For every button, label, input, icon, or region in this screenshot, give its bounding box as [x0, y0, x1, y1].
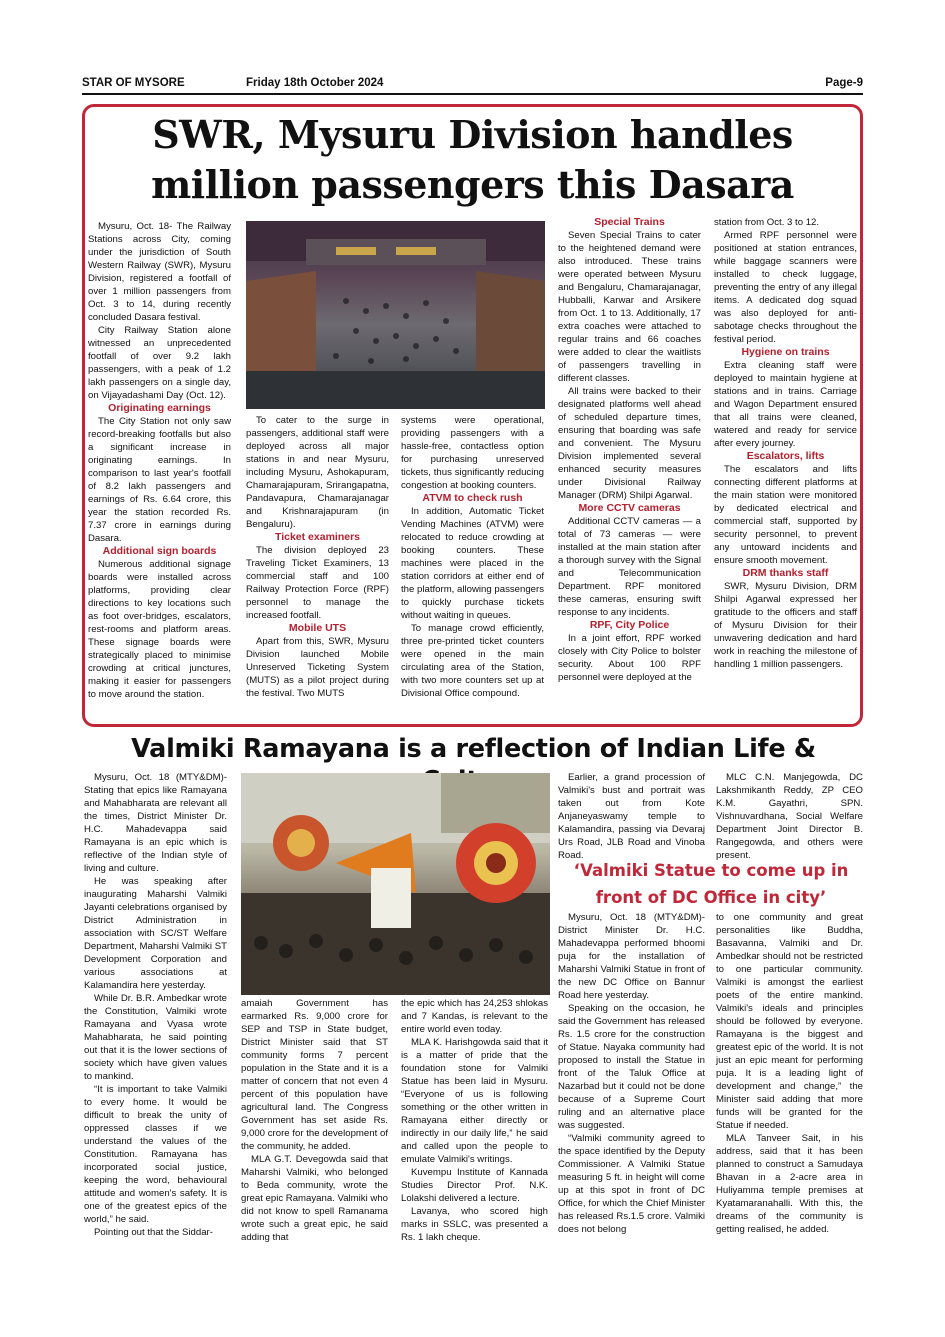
paragraph: Pointing out that the Siddar-: [94, 1227, 213, 1238]
paragraph: Earlier, a grand procession of Valmiki's bust and portrait was taken out from Kote Anjaneyaswamy temple to Kalamandira, passing via Devaraj Urs Road, JLB Road and Vinoba Road.: [558, 772, 705, 861]
newspaper-name: STAR OF MYSORE: [82, 77, 185, 89]
paragraph: Speaking on the occasion, he said the Government has released Rs. 1.5 crore for the construction of Statue. Nayaka community had proposed to install the Statue in front of the Taluk Office at Nazarbad but it could not be done because of a Supreme Court ruling and an alternative place was suggested.: [558, 1003, 705, 1131]
story3-column-1: [558, 911, 705, 1236]
story2-headline: Valmiki Ramayana is a reflection of Indian Life &: [131, 734, 816, 764]
story2-column-2: [241, 997, 388, 1244]
story1-headline: SWR, Mysuru Division handles million passengers this Dasara: [151, 112, 794, 207]
story2-column-5: [716, 771, 863, 862]
subhead-hygiene: Hygiene on trains: [741, 346, 830, 358]
paragraph: “It is important to take Valmiki to every home. It would be difficult to break the unity of oppressed classes if we understand the values of the Constitution. Ramayana has incorporated social justice, keeping the word, behavioural attitude and women's safety. It is one of the greatest epics of the world,” he said.: [84, 1084, 227, 1225]
paragraph: All trains were backed to their designated platforms well ahead of scheduled departure times, ensuring that boarding was safe and convenient. The Mysuru Division implemented several enhanced security measures under Divisional Railway Manager (DRM) Shilpi Agarwal.: [558, 386, 701, 501]
story1-column-5: [714, 216, 857, 671]
story1-column-1: [88, 220, 231, 701]
paragraph: While Dr. B.R. Ambedkar wrote the Constitution, Valmiki wrote Ramayana and Vyasa wrote Mahabharata, he said pointing out that it is the lower sections of society which have given values to mankind.: [84, 993, 227, 1082]
station-crowd-photo: [246, 221, 545, 409]
paragraph: Seven Special Trains to cater to the heightened demand were also introduced. These trains were operated between Mysuru and Bengaluru, Chamarajanagar, Hubballi, Karwar and Arsikere from Oct. 1 to 13. Additionally, 17 extra coaches were attached to regular trains and 66 coaches were added to clear the waitlists of passengers travelling in different classes.: [558, 230, 701, 384]
paragraph: MLA K. Harishgowda said that it is a matter of pride that the foundation stone for Valmiki Statue has been laid in Mysuru. “Everyone of us is following something or the other written in Ramayana either directly or indirectly in our daily life,” he said and called upon the people to emulate Valmiki's writings.: [401, 1037, 548, 1165]
paragraph: MLA G.T. Devegowda said that Maharshi Valmiki, who belonged to Beda community, wrote the great epic Ramayana. Valmiki who did not know to spell Ramanama wrote such a great epic, he said adding that: [241, 1154, 388, 1243]
paragraph: He was speaking after inaugurating Maharshi Valmiki Jayanti celebrations organised by District Administration in association with SC/ST Welfare Department, Maharshi Valmiki ST Development Corporation and various associations at Kalamandira here yesterday.: [84, 876, 227, 991]
story3-column-2: [716, 911, 863, 1236]
paragraph: Apart from this, SWR, Mysuru Division launched Mobile Unreserved Ticketing System (MUTS) as a pilot project during the festival. Two MUTS: [246, 636, 389, 699]
paragraph: City Railway Station alone witnessed an unprecedented footfall of over 9.2 lakh passengers, with a peak of 1.2 lakh passengers on a single day, on Vijayadashami Day (Oct. 12).: [88, 325, 231, 401]
paragraph: Mysuru, Oct. 18 (MTY&DM)- District Minister Dr. H.C. Mahadevappa performed bhoomi puja for the installation of Maharshi Valmiki Statue in front of the new DC Office on Bannur Road here yesterday.: [558, 912, 705, 1001]
paragraph: Numerous additional signage boards were installed across platforms, providing clear directions to key locations such as foot over-bridges, escalators, rest-rooms and platform areas. These signage boards were strategically placed to minimise crowding at critical junctures, making it easier for passengers to move around the station.: [88, 559, 231, 700]
issue-date: Friday 18th October 2024: [246, 77, 384, 89]
subhead-escalators: Escalators, lifts: [746, 450, 825, 462]
story1-column-2: [246, 414, 389, 700]
subhead-atvm: ATVM to check rush: [422, 492, 523, 504]
story2-column-1: [84, 771, 227, 1239]
paragraph: to one community and great personalities like Buddha, Basavanna, Valmiki and Dr. Ambedkar should not be restricted to one particular community. Valmiki is amongst the earliest poets of the entire mankind. Valmiki's ideals and principles should be followed by everyone. Ramayana is the biggest and greatest epic of the world. It is not just an epic meant for performing puja. It is a leading light of development and change,” the Minister said adding that more funds will be granted for the Statue if needed.: [716, 912, 863, 1131]
story2-column-4: [558, 771, 705, 862]
paragraph: In a joint effort, RPF worked closely with City Police to bolster security. About 100 RPF personnel were deployed at the: [558, 633, 701, 683]
masthead-rule: [82, 93, 863, 95]
paragraph: MLA Tanveer Sait, in his address, said that it has been planned to construct a Samudaya Bhavan in a 2-acre area in Huliyamma temple premises at Kyatamaranahalli. With this, the dreams of the community is getting realised, he added.: [716, 1133, 863, 1235]
subhead-rpf-city-police: RPF, City Police: [589, 619, 670, 631]
paragraph: To cater to the surge in passengers, additional staff were deployed across all major stations in and near Mysuru, including Mysuru, Ashokapuram, Chamarajapuram, Srirangapatna, Pandavapura, Chamarajanagar and Krishnarajapuram (in Bengaluru).: [246, 415, 389, 530]
paragraph: station from Oct. 3 to 12.: [714, 217, 820, 228]
valmiki-procession-photo: [241, 773, 550, 995]
subhead-special-trains: Special Trains: [594, 216, 665, 228]
subhead-additional-sign-boards: Additional sign boards: [102, 545, 217, 557]
paragraph: To manage crowd efficiently, three pre-printed ticket counters were opened in the main circulating area of the Station, with two more counters set up at Divisional Office compound.: [401, 623, 544, 699]
paragraph: Mysuru, Oct. 18- The Railway Stations across City, coming under the jurisdiction of South Western Railway (SWR), Mysuru Division, registered a footfall of over 1 million passengers from Oct. 3 to 14, during recently concluded Dasara festival.: [88, 221, 231, 323]
masthead: [82, 77, 863, 92]
paragraph: Kuvempu Institute of Kannada Studies Director Prof. N.K. Lolakshi delivered a lecture.: [401, 1167, 548, 1204]
paragraph: Mysuru, Oct. 18 (MTY&DM)- Stating that epics like Ramayana and Mahabharata are relevant all the times, District Minister Dr. H.C. Mahadevappa said Ramayana is an epic which is reflective of the Indian style of living and culture.: [84, 772, 227, 874]
paragraph: systems were operational, providing passengers with a hassle-free, contactless option for purchasing unreserved tickets, thus significantly reducing congestion at booking counters.: [401, 415, 544, 491]
paragraph: The division deployed 23 Traveling Ticket Examiners, 13 commercial staff and 100 Railway Protection Force (RPF) personnel to manage the increased footfall.: [246, 545, 389, 621]
paragraph: In addition, Automatic Ticket Vending Machines (ATVM) were relocated to reduce crowding at booking counters. These machines were placed in the station corridors at either end of the platform, allowing passengers to quickly purchase tickets without waiting in queues.: [401, 506, 544, 621]
story3-headline: ‘Valmiki Statue to come up in front of DC Office in city’: [573, 861, 849, 907]
page-number: Page-9: [825, 77, 863, 89]
paragraph: Armed RPF personnel were positioned at station entrances, while baggage scanners were installed to check luggage, preventing the entry of any illegal items. A dedicated dog squad was also deployed for anti-sabotage checks throughout the festival period.: [714, 230, 857, 345]
story1-column-4: [558, 216, 701, 684]
subhead-mobile-uts: Mobile UTS: [288, 622, 347, 634]
paragraph: Extra cleaning staff were deployed to maintain hygiene at stations and in trains. Carriage and Wagon Department ensured that all trains were cleaned, watered and ready for service after every journey.: [714, 360, 857, 449]
subhead-ticket-examiners: Ticket examiners: [274, 531, 361, 543]
paragraph: The City Station not only saw record-breaking footfalls but also a significant increase in originating earnings. In comparison to last year's footfall of 8.2 lakh passengers and earnings of Rs. 6.64 crore, this year the station recorded Rs. 7.37 crore in earnings during Dasara.: [88, 416, 231, 544]
story2-column-3: [401, 997, 548, 1244]
paragraph: Lavanya, who scored high marks in SSLC, was presented a Rs. 1 lakh cheque.: [401, 1206, 548, 1243]
subhead-drm-thanks: DRM thanks staff: [742, 567, 829, 579]
paragraph: the epic which has 24,253 shlokas and 7 Kandas, is relevant to the entire world even today.: [401, 998, 548, 1035]
paragraph: Additional CCTV cameras — a total of 73 cameras — were installed at the main station after a thorough survey with the Signal and Telecommunication Department. RPF monitored these cameras, ensuring swift response to any incidents.: [558, 516, 701, 618]
paragraph: amaiah Government has earmarked Rs. 9,000 crore for SEP and TSP in State budget, District Minister said that ST community forms 7 percent population in the State and it is a matter of concern that not even 4 percent of this population have agricultural land. The Congress Government has set aside Rs. 9,000 crore for the development of the community, he added.: [241, 998, 388, 1152]
paragraph: SWR, Mysuru Division, DRM Shilpi Agarwal expressed her gratitude to the officers and staff of Mysuru Division for their unwavering dedication and hard work in reaching the milestone of handling 1 million passengers.: [714, 581, 857, 670]
story1-column-3: [401, 414, 544, 700]
subhead-more-cctv: More CCTV cameras: [578, 502, 681, 514]
paragraph: “Valmiki community agreed to the space identified by the Deputy Commissioner. A Valmiki Statue measuring 5 ft. in height will come up at this spot in front of DC Office, for which the Chief Minister has released Rs.1.5 crore. Valmiki does not belong: [558, 1133, 705, 1235]
subhead-originating-earnings: Originating earnings: [108, 402, 211, 414]
paragraph: MLC C.N. Manjegowda, DC Lakshmikanth Reddy, ZP CEO K.M. Gayathri, SPN. Vishnuvardhana, Social Welfare Department Joint Director B. Rangegowda, and others were present.: [716, 772, 863, 861]
paragraph: The escalators and lifts connecting different platforms at the main station were monitored by dedicated electrical and commercial staff, supported by security personnel, to prevent any untoward incidents and ensure smooth movement.: [714, 464, 857, 566]
